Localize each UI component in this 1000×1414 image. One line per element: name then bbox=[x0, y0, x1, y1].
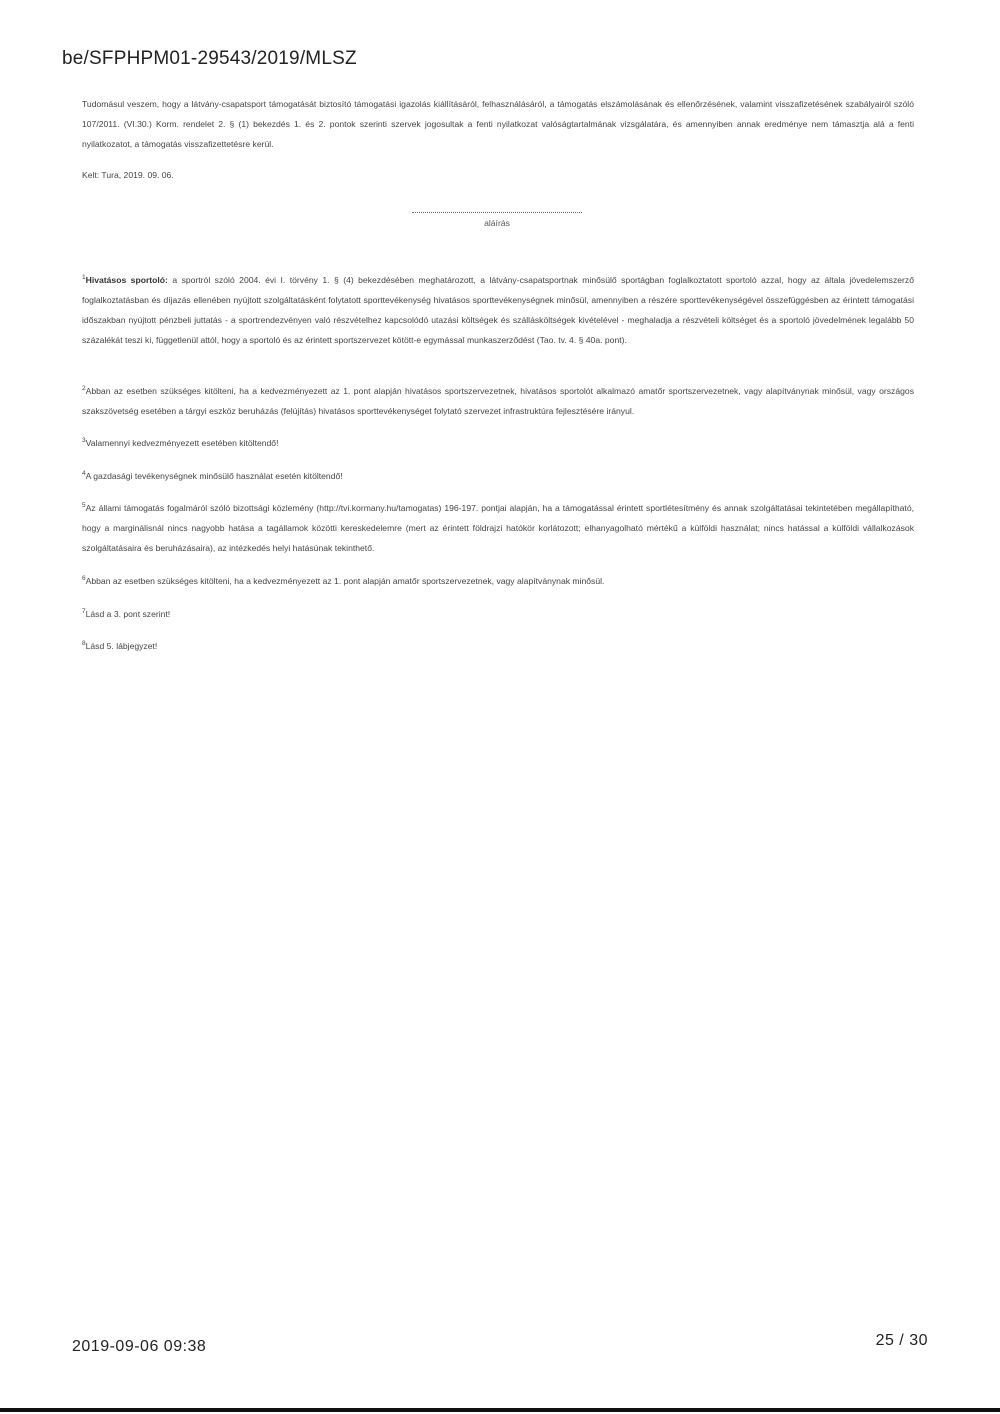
footnote-text: Lásd a 3. pont szerint! bbox=[85, 609, 171, 619]
document-id: be/SFPHPM01-29543/2019/MLSZ bbox=[62, 48, 357, 69]
footnote-number: 3 bbox=[82, 437, 86, 445]
date-place-line: Kelt: Tura, 2019. 09. 06. bbox=[82, 170, 174, 180]
signature-label: aláírás bbox=[484, 218, 510, 228]
footnote-text: Abban az esetben szükséges kitölteni, ha a kedvezményezett az 1. pont alapján amatőr sportszervezetnek, vagy alapítványnak minősül. bbox=[85, 576, 605, 586]
footnote-7 bbox=[82, 604, 914, 624]
footnote-number: 1 bbox=[82, 274, 86, 282]
page-number: 25 / 30 bbox=[875, 1332, 928, 1349]
footnote-2 bbox=[82, 381, 914, 421]
footnote-number: 6 bbox=[82, 575, 86, 583]
footnote-text: Lásd 5. lábjegyzet! bbox=[85, 641, 158, 651]
footnote-3 bbox=[82, 433, 914, 453]
footnote-4 bbox=[82, 466, 914, 486]
footnote-6 bbox=[82, 571, 914, 591]
footnote-number: 4 bbox=[82, 470, 86, 478]
bottom-divider bbox=[0, 1408, 1000, 1412]
footnote-number: 2 bbox=[82, 385, 86, 393]
signature-block bbox=[412, 206, 582, 228]
footnote-text: a sportról szóló 2004. évi I. törvény 1. § (4) bekezdésében meghatározott, a látvány-csapatsportnak minősülő sportágban foglalkoztatott sportoló azzal, hogy az általa jövedelemszerző foglalkoztatásban és díjazás ellenében nyújtott szolgáltatásként folytatott sporttevékenység hivatásos sporttevékenységnek minősül, amennyiben a részére sporttevékenységével összefüggésben az érintett támogatási időszakban nyújtott pénzbeli juttatás - a sportrendezvényen való részvételhez kapcsolódó utazási költségek és szállásköltségek kivételével - meghaladja a részvételi költséget és a sportoló jövedelmének legalább 50 százalékát teszi ki, függetlenül attól, hogy a sportoló és az érintett sportszervezet kötött-e egymással munkaszerződést (Tao. tv. 4. § 40a. pont). bbox=[82, 275, 914, 345]
footnote-text: A gazdasági tevékenységnek minősülő használat esetén kitöltendő! bbox=[85, 471, 343, 481]
footnote-text: Valamennyi kedvezményezett esetében kitöltendő! bbox=[85, 438, 279, 448]
footnote-term: Hivatásos sportoló: bbox=[85, 275, 168, 285]
footnote-number: 5 bbox=[82, 502, 86, 510]
signature-line bbox=[412, 212, 582, 213]
footnote-8 bbox=[82, 636, 914, 656]
footnote-text: Abban az esetben szükséges kitölteni, ha a kedvezményezett az 1. pont alapján hivatásos sportszervezetnek, hivatásos sportolót alkalmazó amatőr sportszervezetnek, vagy alapítványnak minősül, vagy országos szakszövetség esetében a tárgyi eszköz beruházás (felújítás) hivatásos sporttevékenységet folytató szervezet infrastruktúra fejlesztésére irányul. bbox=[82, 386, 914, 416]
footnote-number: 8 bbox=[82, 640, 86, 648]
footnote-text: Az állami támogatás fogalmáról szóló bizottsági közlemény (http://tvi.kormany.hu/tamogatas) 196-197. pontjai alapján, ha a támogatással érintett sportlétesítmény és annak szolgáltatásai tekintetében megállapítható, hogy a marginálisnál nincs nagyobb hatása a tagállamok közötti kereskedelemre (mert az érintett földrajzi hatókör korlátozott; elhanyagolható mértékű a külföldi használat; nincs hatással a külföldi vállalkozások szolgáltatásaira és beruházásaira), az intézkedés helyi hatásúnak tekinthető. bbox=[82, 503, 914, 553]
declaration-paragraph: Tudomásul veszem, hogy a látvány-csapatsport támogatását biztosító támogatási igazolás kiállításáról, felhasználásáról, a támogatás elszámolásának és ellenőrzésének, valamint visszafizetésének szabályairól szóló 107/2011. (VI.30.) Korm. rendelet 2. § (1) bekezdés 1. és 2. pontok szerinti szervek jogosultak a fenti nyilatkozat valóságtartalmának vizsgálatára, és amennyiben annak eredménye nem támasztja alá a fenti nyilatkozatot, a támogatás visszafizettetésre kerül. bbox=[82, 99, 914, 149]
footer-timestamp: 2019-09-06 09:38 bbox=[72, 1338, 207, 1355]
footnote-5 bbox=[82, 498, 914, 558]
footnote-number: 7 bbox=[82, 608, 86, 616]
footnote-1 bbox=[82, 270, 914, 350]
